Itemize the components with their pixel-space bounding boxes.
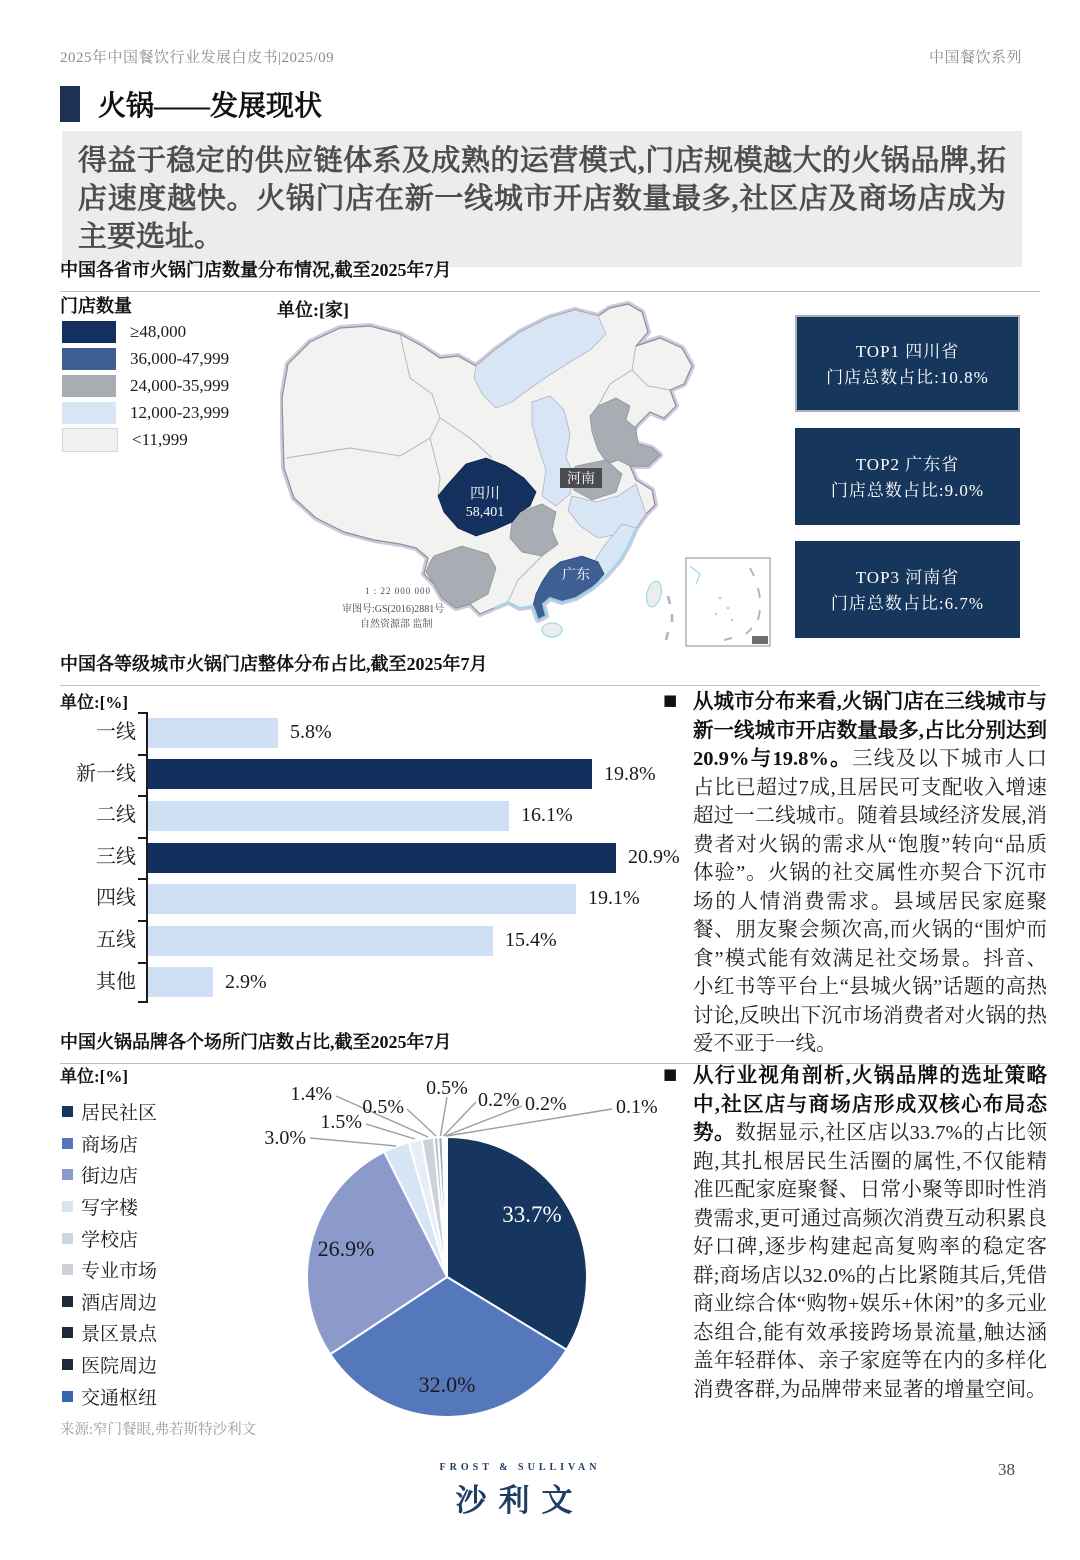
- intro-highlight: 得益于稳定的供应链体系及成熟的运营模式,门店规模越大的火锅品牌,拓店速度越快。火锅门店在新一线城市开店数量最多,社区店及商场店成为主要选址。: [62, 131, 1022, 267]
- venue-unit-label: 单位:[%]: [60, 1067, 128, 1086]
- pie-small-label: 1.5%: [320, 1111, 362, 1133]
- map-legend-row: [62, 399, 229, 426]
- axis-tick: [138, 712, 146, 714]
- pie-legend-swatch: [62, 1106, 73, 1117]
- map-legend-swatch: [62, 321, 116, 343]
- map-section-title: 中国各省市火锅门店数量分布情况,截至2025年7月: [60, 256, 1040, 292]
- pie-legend-item: [62, 1349, 157, 1381]
- map-legend-row: [62, 318, 229, 345]
- map-legend-swatch: [62, 402, 116, 424]
- map-legend-label: 12,000-23,999: [130, 402, 230, 422]
- top-rank-box: [795, 428, 1020, 525]
- axis-tick: [138, 837, 146, 839]
- map-legend-row: [62, 372, 229, 399]
- bullet-square-icon: ■: [663, 1065, 678, 1083]
- city-bar-chart: [60, 712, 680, 1004]
- axis-tick: [138, 962, 146, 964]
- header-right: 中国餐饮系列: [928, 50, 1022, 66]
- island-taiwan: [644, 580, 664, 609]
- pie-legend-label: 专业市场: [81, 1261, 158, 1283]
- map-approval: 审图号:GS(2016)2881号: [342, 604, 445, 615]
- map-legend-label: 36,000-47,999: [130, 348, 230, 368]
- bar: [148, 884, 576, 914]
- top-rank-box: [795, 541, 1020, 638]
- title-marker: [60, 86, 80, 122]
- map-legend-label: 24,000-35,999: [130, 375, 230, 395]
- venue-commentary-text: [693, 1062, 1047, 1404]
- pie-legend-item: [62, 1286, 157, 1318]
- pie-legend-swatch: [62, 1391, 73, 1402]
- city-section-title: 中国各等级城市火锅门店整体分布占比,截至2025年7月: [60, 650, 1040, 686]
- bar-value-label: 19.8%: [604, 762, 656, 785]
- bar-category-label: 其他: [96, 970, 136, 993]
- map-legend-row: [62, 345, 229, 372]
- bar-value-label: 2.9%: [225, 970, 267, 993]
- axis-tick: [138, 795, 146, 797]
- pie-legend-item: [62, 1128, 157, 1160]
- title-row: [60, 84, 322, 124]
- pie-small-label: 0.2%: [525, 1093, 567, 1115]
- bar-value-label: 16.1%: [521, 804, 573, 827]
- venue-pie-chart: [250, 1080, 670, 1432]
- pie-legend-swatch: [62, 1169, 73, 1180]
- top-rank-line: TOP3 河南省: [855, 568, 960, 587]
- city-unit-label: 单位:[%]: [60, 693, 128, 712]
- city-commentary-text: [693, 688, 1047, 1059]
- logo-chinese: 沙利文: [455, 1483, 585, 1518]
- pie-legend-label: 街边店: [81, 1166, 139, 1188]
- pie-legend-swatch: [62, 1264, 73, 1275]
- city-commentary: [663, 688, 1047, 1059]
- bullet-square-icon: ■: [663, 691, 678, 709]
- pie-small-label: 0.5%: [362, 1096, 404, 1118]
- pie-legend-item: [62, 1317, 157, 1349]
- pie-legend-label: 居民社区: [81, 1103, 158, 1125]
- venue-section-title: 中国火锅品牌各个场所门店数占比,截至2025年7月: [60, 1028, 1040, 1064]
- bar: [148, 926, 493, 956]
- pie-legend-item: [62, 1380, 157, 1412]
- bar-value-label: 20.9%: [628, 845, 680, 868]
- city-commentary-rest: 三线及以下城市人口占比已超过7成,且居民可支配收入增速超过一二线城市。随着县域经济发展,消费者对火锅的需求从“饱腹”转向“品质体验”。火锅的社交属性亦契合下沉市场的人情消费需求。县域居民家庭聚餐、朋友聚会频次高,而火锅的“围炉而食”模式能有效满足社交场景。抖音、小红书等平台上“县城火锅”话题的高热讨论,反映出下沉市场消费者对火锅的热爱不亚于一线。: [693, 748, 1047, 1055]
- sea-inset: [686, 558, 770, 646]
- pie-legend-swatch: [62, 1138, 73, 1149]
- top-rank-line: TOP2 广东省: [855, 455, 960, 474]
- pie-legend-item: [62, 1254, 157, 1286]
- map-legend-label: <11,999: [132, 429, 188, 449]
- axis-tick: [138, 1001, 146, 1003]
- china-map: [280, 298, 775, 648]
- pie-legend: [62, 1096, 157, 1412]
- map-legend-swatch: [62, 428, 118, 452]
- pie-small-label: 3.0%: [264, 1127, 306, 1149]
- island-hainan: [542, 623, 562, 637]
- pie-label-street: 26.9%: [317, 1236, 375, 1261]
- pie-label-mall: 32.0%: [418, 1372, 476, 1397]
- pie-legend-swatch: [62, 1201, 73, 1212]
- label-sichuan: 四川: [469, 486, 501, 502]
- map-legend-swatch: [62, 348, 116, 370]
- dash-line: [666, 596, 672, 640]
- axis-tick: [138, 878, 146, 880]
- pie-legend-swatch: [62, 1359, 73, 1370]
- frost-sullivan-logo: [420, 1462, 620, 1520]
- map-legend-title: 门店数量: [60, 296, 132, 316]
- bar-category-label: 五线: [96, 929, 136, 951]
- city-commentary-lead: 从城市分布来看,火锅门店在三线城市与新一线城市开店数量最多,占比分别达到20.9%与19.8%。: [693, 691, 1047, 770]
- pie-legend-label: 写字楼: [81, 1198, 139, 1220]
- pie-legend-item: [62, 1096, 157, 1128]
- pie-legend-label: 景区景点: [81, 1324, 158, 1346]
- pie-small-label: 0.5%: [426, 1080, 468, 1099]
- pie-legend-label: 学校店: [81, 1229, 139, 1251]
- bar-category-label: 四线: [96, 887, 136, 910]
- bar: [148, 967, 213, 997]
- pie-legend-swatch: [62, 1327, 73, 1338]
- page-number: 38: [998, 1460, 1015, 1479]
- logo-english: FROST & SULLIVAN: [439, 1462, 601, 1473]
- pie-label-community: 33.7%: [502, 1202, 562, 1227]
- bar-value-label: 5.8%: [290, 721, 332, 743]
- pie-small-label: 0.2%: [478, 1089, 520, 1111]
- axis-tick: [138, 754, 146, 756]
- page-title: 火锅——发展现状: [98, 91, 323, 122]
- venue-commentary-lead: 从行业视角剖析,火锅品牌的选址策略中,社区店与商场店形成双核心布局态势。: [693, 1065, 1047, 1144]
- pie-legend-label: 交通枢纽: [81, 1387, 158, 1409]
- label-guangdong: 广东: [562, 568, 590, 583]
- pie-legend-label: 酒店周边: [81, 1292, 158, 1314]
- bar: [148, 801, 509, 831]
- pie-legend-item: [62, 1222, 157, 1254]
- map-legend-row: [62, 426, 229, 453]
- venue-commentary-rest: 数据显示,社区店以33.7%的占比领跑,其扎根居民生活圈的属性,不仅能精准匹配家庭聚餐、日常小聚等即时性消费需求,更可通过高频次消费互动积累良好口碑,逐步构建起高复购率的稳定客群;商场店以32.0%的占比紧随其后,凭借商业综合体“购物+娱乐+休闲”的多元业态组合,能有效承接跨场景流量,触达涵盖年轻群体、亲子家庭等在内的多样化消费客群,为品牌带来显著的增量空间。: [693, 1122, 1048, 1401]
- top-share-line: 门店总数占比:6.7%: [830, 594, 985, 613]
- bar: [148, 759, 592, 789]
- pie-legend-label: 医院周边: [81, 1356, 158, 1378]
- bar-value-label: 19.1%: [588, 887, 640, 910]
- source-note: 来源:窄门餐眼,弗若斯特沙利文: [60, 1422, 257, 1438]
- top-share-line: 门店总数占比:9.0%: [830, 481, 985, 500]
- map-scale: 1 : 22 000 000: [365, 586, 432, 596]
- pie-legend-item: [62, 1191, 157, 1223]
- bar-category-label: 二线: [96, 804, 136, 827]
- label-sichuan-value: 58,401: [465, 505, 505, 520]
- pie-legend-swatch: [62, 1296, 73, 1307]
- bar-category-label: 三线: [96, 845, 136, 868]
- top-rank-box: [795, 315, 1020, 412]
- pie-small-label: 1.4%: [290, 1083, 332, 1105]
- map-legend-swatch: [62, 375, 116, 397]
- map-legend-label: ≥48,000: [130, 321, 187, 341]
- pie-small-label: 0.1%: [616, 1096, 658, 1118]
- pie-slice-other: [446, 1137, 447, 1277]
- top-rank-line: TOP1 四川省: [855, 342, 960, 361]
- bar-category-label: 新一线: [76, 762, 136, 785]
- map-unit-label: 单位:[家]: [277, 300, 349, 320]
- pie-legend-label: 商场店: [81, 1134, 139, 1156]
- map-producer: 自然资源部 监制: [360, 619, 433, 630]
- pie-legend-swatch: [62, 1233, 73, 1244]
- bar-category-label: 一线: [96, 721, 136, 743]
- top-ranking-boxes: [795, 315, 1020, 654]
- label-henan: 河南: [567, 472, 595, 487]
- bar: [148, 718, 278, 748]
- pie-legend-item: [62, 1159, 157, 1191]
- map-notes: [342, 586, 444, 630]
- bar-value-label: 15.4%: [505, 929, 557, 951]
- top-share-line: 门店总数占比:10.8%: [826, 368, 989, 387]
- axis-tick: [138, 920, 146, 922]
- map-legend: [62, 318, 229, 453]
- header-left: 2025年中国餐饮行业发展白皮书|2025/09: [60, 50, 335, 66]
- bar: [148, 843, 616, 873]
- venue-commentary: [663, 1062, 1047, 1404]
